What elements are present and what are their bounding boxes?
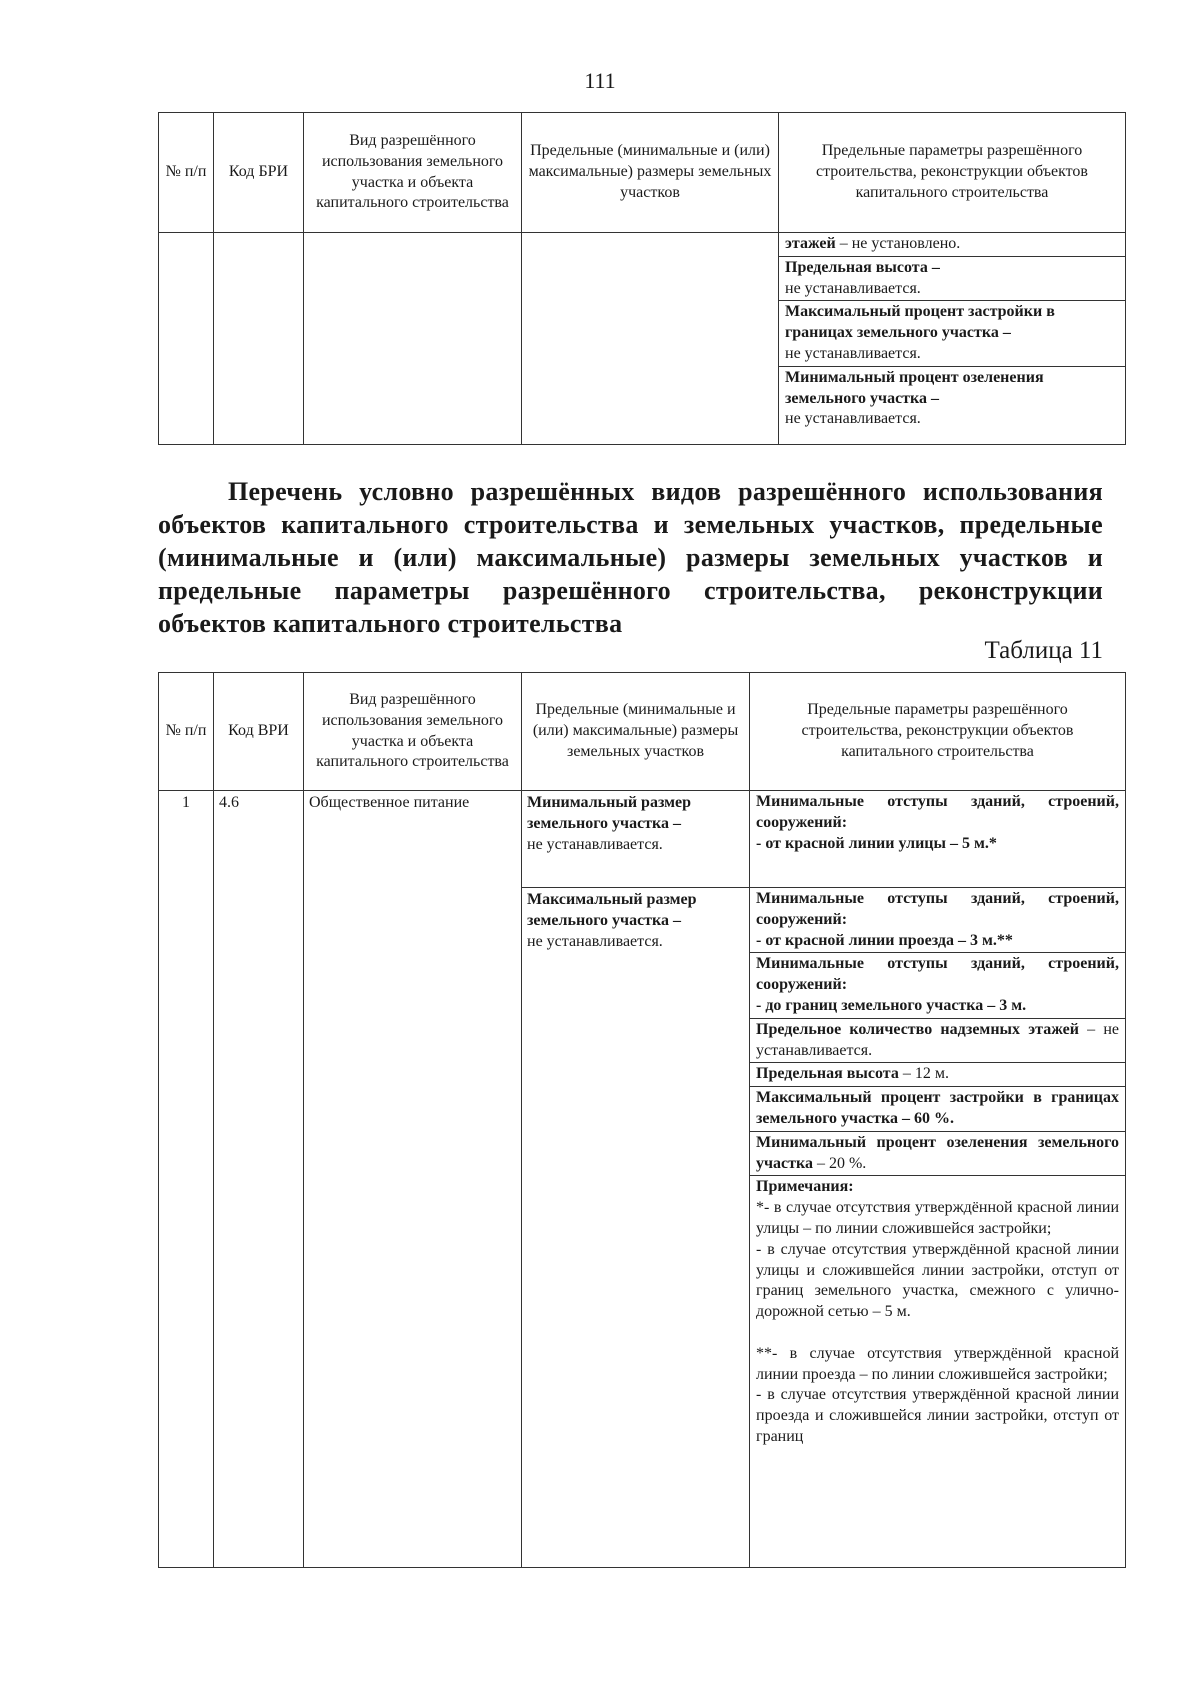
header-params: Предельные параметры разрешённого строительства, реконструкции объектов капитального строительства — [779, 113, 1126, 233]
param-item: Предельное количество надземных этажей – не устанавливается. — [750, 1018, 1125, 1063]
cell-use: Общественное питание — [304, 791, 522, 1568]
notes-title: Примечания: — [756, 1178, 854, 1196]
header-use: Вид разрешённого использования земельного участка и объекта капитального строительства — [304, 113, 522, 233]
header-num: № п/п — [159, 673, 214, 791]
params-top-list — [750, 791, 1125, 855]
cell-empty — [522, 233, 779, 445]
params-bottom-cell — [750, 888, 1126, 1568]
params-cell — [779, 233, 1126, 445]
header-size: Предельные (минимальные и (или) максимальные) размеры земельных участков — [522, 673, 750, 791]
cell-code: 4.6 — [214, 791, 304, 1568]
param-item: Минимальный процент озеленения земельного участка – 20 %. — [750, 1131, 1125, 1176]
header-code: Код БРИ — [214, 113, 304, 233]
params-bottom-list — [750, 888, 1125, 1449]
param-item: Предельная высота – не устанавливается. — [779, 256, 1125, 301]
notes-text: *- в случае отсутствия утверждённой красной линии улицы – по линии сложившейся застройки; - в случае отсутствия утверждённой красной линии улицы и сложившейся линии застройки, отступ от границ земельного участка, смежного с улично-дорожной сетью – 5 м. **- в случае отсутствия утверждённой красной линии проезда – по линии сложившейся застройки; - в случае отсутствия утверждённой красной линии проезда и сложившейся линии застройки, отступ от границ — [756, 1199, 1119, 1445]
header-params: Предельные параметры разрешённого строительства, реконструкции объектов капитального строительства — [750, 673, 1126, 791]
table-caption: Таблица 11 — [984, 637, 1103, 664]
param-item: Максимальный процент застройки в границах земельного участка – 60 %. — [750, 1087, 1125, 1132]
param-item: Минимальный процент озеленения земельного участка – не устанавливается. — [785, 368, 1044, 428]
param-item: этажей – не установлено. — [779, 233, 1125, 256]
table-11 — [158, 672, 1126, 1568]
header-code: Код ВРИ — [214, 673, 304, 791]
table-continuation — [158, 112, 1126, 445]
cell-max-size: Максимальный размер земельного участка – не устанавливается. — [522, 888, 750, 1568]
params-list — [779, 233, 1125, 431]
params-top-cell — [750, 791, 1126, 888]
header-size: Предельные (минимальные и (или) максимальные) размеры земельных участков — [522, 113, 779, 233]
param-item: Предельная высота – 12 м. — [750, 1063, 1125, 1087]
notes — [750, 1176, 1125, 1449]
header-use: Вид разрешённого использования земельного участка и объекта капитального строительства — [304, 673, 522, 791]
cell-num: 1 — [159, 791, 214, 1568]
page-number: 111 — [584, 68, 616, 93]
cell-min-size: Минимальный размер земельного участка – не устанавливается. — [522, 791, 750, 888]
cell-empty — [214, 233, 304, 445]
cell-empty — [159, 233, 214, 445]
param-item: Минимальные отступы зданий, строений, сооружений: - от красной линии проезда – 3 м.** — [750, 888, 1125, 953]
cell-empty — [304, 233, 522, 445]
param-item: Максимальный процент застройки в границах земельного участка – не устанавливается. — [779, 301, 1125, 366]
param-item: Минимальные отступы зданий, строений, сооружений: - до границ земельного участка – 3 м. — [750, 953, 1125, 1018]
header-num: № п/п — [159, 113, 214, 233]
param-item: Минимальные отступы зданий, строений, сооружений: - от красной линии улицы – 5 м.* — [756, 793, 1119, 852]
section-title: Перечень условно разрешённых видов разрешённого использования объектов капитального строительства и земельных участков, предельные (минимальные и (или) максимальные) размеры земельных участков и предельные параметры разрешённого строительства, реконструкции объектов капитального строительства — [158, 477, 1103, 638]
